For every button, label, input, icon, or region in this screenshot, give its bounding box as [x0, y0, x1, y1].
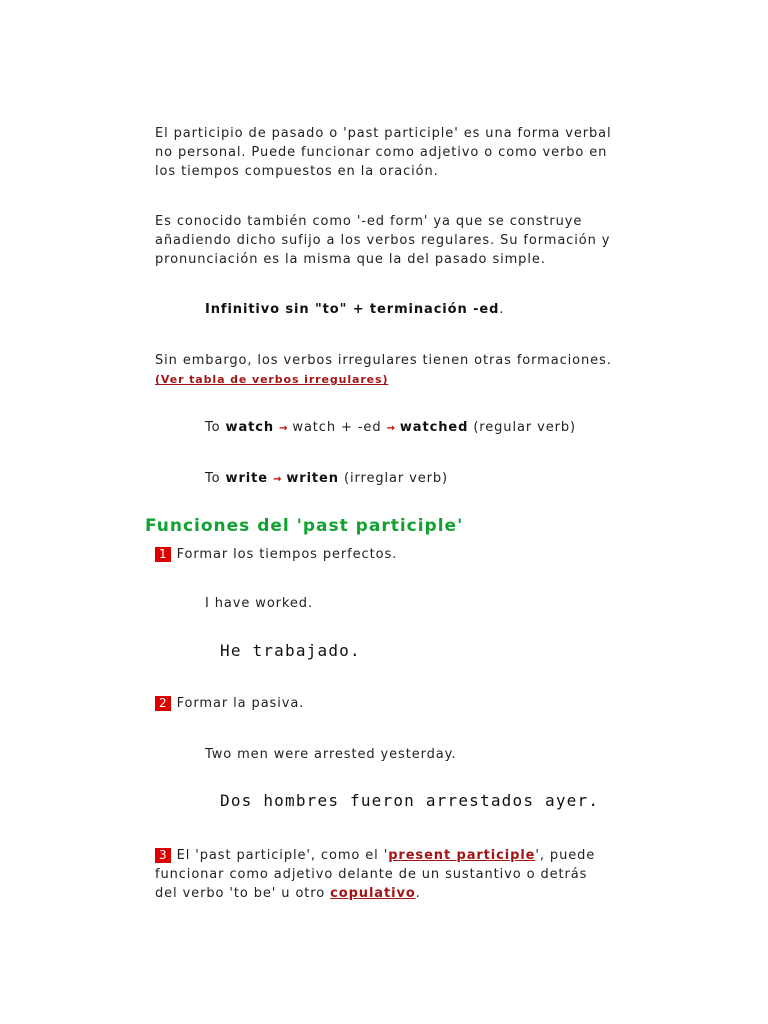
irregular-verbs-link[interactable]: (Ver tabla de verbos irregulares)	[155, 373, 389, 386]
function-item-3-text-a: El 'past participle', como el '	[176, 848, 389, 863]
function-item-1	[155, 545, 625, 564]
irregular-text: Sin embargo, los verbos irregulares tienen otras formaciones.	[155, 353, 612, 368]
arrow-icon: →	[272, 474, 282, 485]
example-watch-verb: watch	[225, 420, 275, 435]
example-write-to: To	[205, 471, 221, 486]
arrow-icon: →	[386, 423, 395, 434]
example-es-1: He trabajado.	[220, 641, 361, 660]
example-watch-note: (regular verb)	[473, 420, 576, 435]
copulativo-link[interactable]: copulativo	[330, 886, 416, 901]
intro-paragraph-2: Es conocido también como '-ed form' ya que se construye añadiendo dicho sufijo a los verbos regulares. Su formación y pronunciación es la misma que la del pasado simple.	[155, 214, 611, 267]
example-watch-middle: watch + -ed	[292, 420, 382, 435]
function-item-3-text-c: .	[415, 886, 421, 901]
formation-rule	[205, 300, 675, 319]
irregular-paragraph	[155, 351, 625, 389]
present-participle-link[interactable]: present participle	[388, 848, 536, 863]
example-en-1: I have worked.	[205, 596, 313, 611]
functions-heading: Funciones del 'past participle'	[145, 516, 464, 536]
example-watch-to: To	[205, 420, 221, 435]
example-write	[205, 469, 675, 489]
formation-rule-bold: Infinitivo sin "to" + terminación -ed	[205, 302, 500, 317]
intro-paragraph-1: El participio de pasado o 'past participle' es una forma verbal no personal. Puede funcionar como adjetivo o como verbo en los tiempos compuestos en la oración.	[155, 126, 612, 179]
function-item-2-text: Formar la pasiva.	[176, 696, 305, 711]
example-write-note: (irreglar verb)	[343, 471, 449, 486]
function-item-3-text-b: ', puede funcionar como adjetivo delante de un sustantivo o detrás del verbo 'to be' u otro	[155, 848, 596, 901]
number-badge: 2	[155, 696, 171, 711]
function-item-2	[155, 694, 625, 713]
function-item-3	[155, 846, 600, 903]
example-watch-result: watched	[399, 420, 469, 435]
number-badge: 1	[155, 547, 171, 562]
example-watch	[205, 418, 625, 438]
example-en-2: Two men were arrested yesterday.	[205, 747, 457, 762]
example-write-verb: write	[225, 471, 268, 486]
number-badge: 3	[155, 848, 171, 863]
example-es-2: Dos hombres fueron arrestados ayer.	[220, 791, 600, 810]
formation-rule-end: .	[499, 302, 505, 317]
arrow-icon: →	[279, 423, 288, 434]
function-item-1-text: Formar los tiempos perfectos.	[176, 547, 398, 562]
example-write-result: writen	[286, 471, 339, 486]
